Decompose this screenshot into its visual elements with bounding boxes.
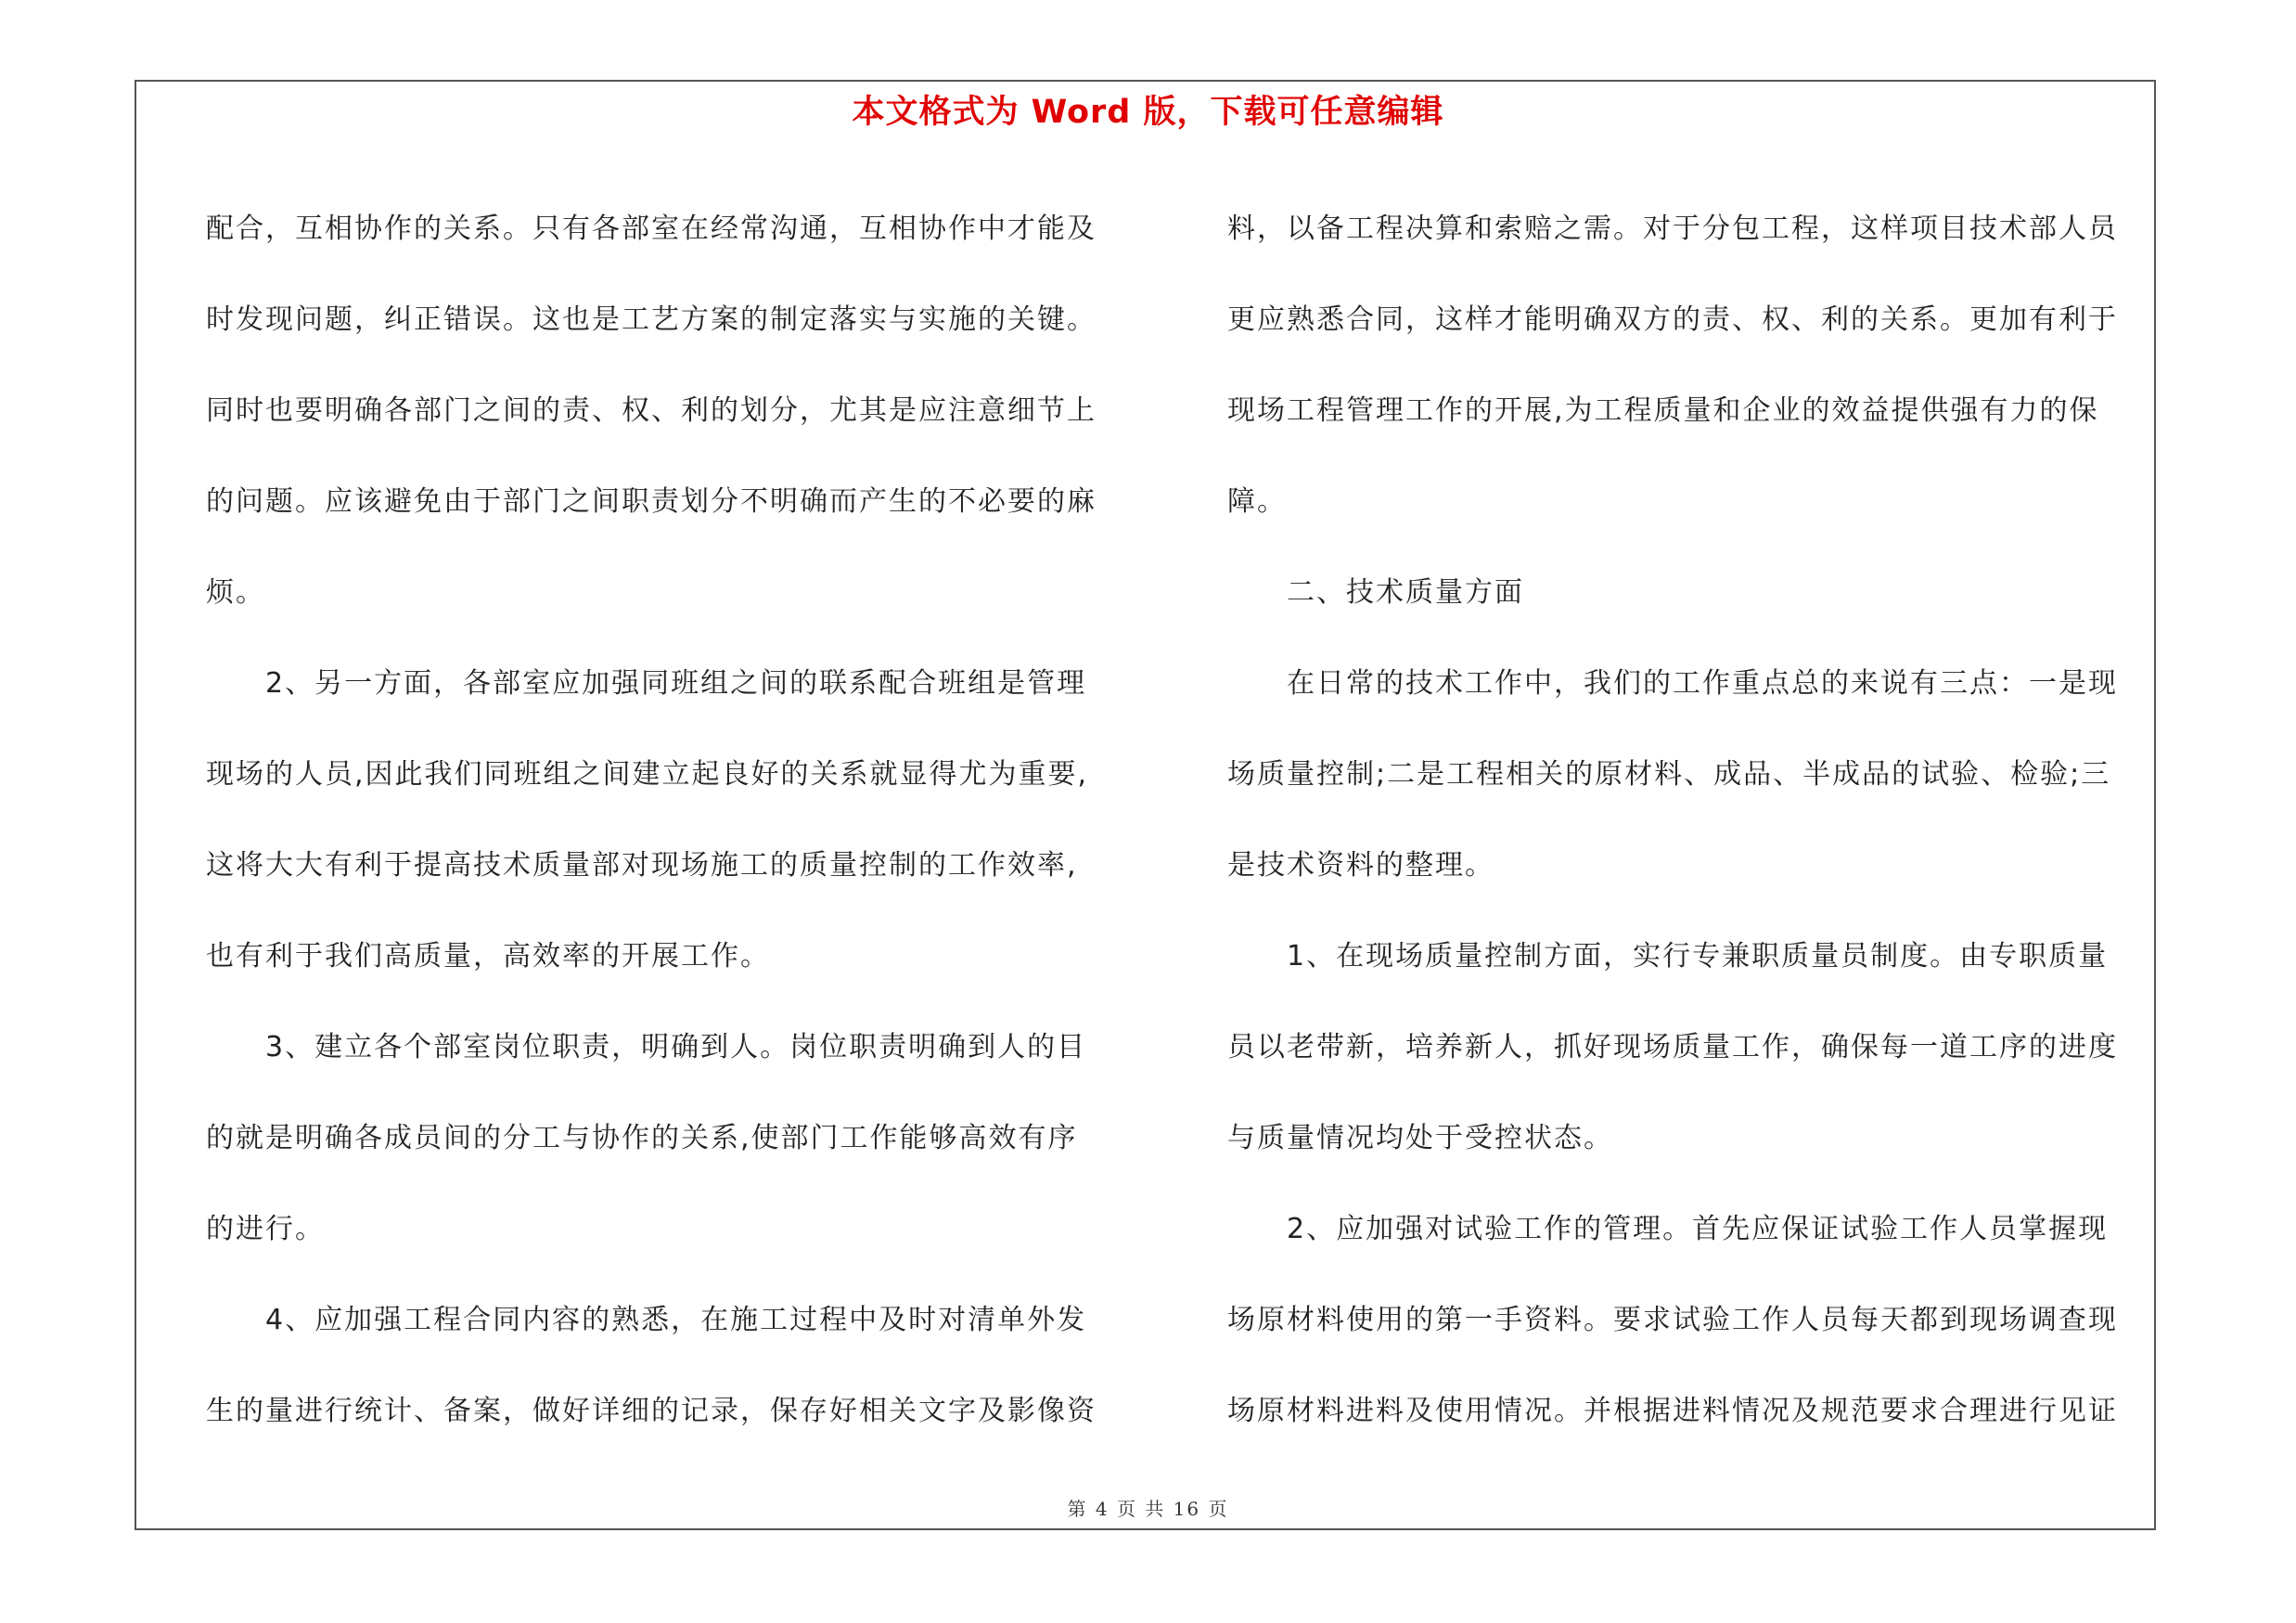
text-line: 是技术资料的整理。 <box>1227 849 1494 882</box>
text-line: 更应熟悉合同，这样才能明确双方的责、权、利的关系。更加有利于 <box>1227 303 2118 336</box>
text-line: 生的量进行统计、备案，做好详细的记录，保存好相关文字及影像资 <box>206 1395 1097 1427</box>
text-line: 的进行。 <box>206 1213 325 1245</box>
left-text-column <box>206 184 1138 1457</box>
text-line: 的就是明确各成员间的分工与协作的关系,使部门工作能够高效有序 <box>206 1122 1078 1154</box>
text-line: 料，以备工程决算和索赔之需。对于分包工程，这样项目技术部人员 <box>1227 213 2118 245</box>
text-line: 障。 <box>1227 485 1287 518</box>
text-line: 与质量情况均处于受控状态。 <box>1227 1122 1613 1154</box>
text-line: 场原材料使用的第一手资料。要求试验工作人员每天都到现场调查现 <box>1227 1304 2118 1336</box>
text-line: 同时也要明确各部门之间的责、权、利的划分，尤其是应注意细节上 <box>206 394 1097 427</box>
text-line: 现场工程管理工作的开展,为工程质量和企业的效益提供强有力的保 <box>1227 394 2099 427</box>
text-line: 场质量控制;二是工程相关的原材料、成品、半成品的试验、检验;三 <box>1227 758 2111 791</box>
text-line: 配合，互相协作的关系。只有各部室在经常沟通，互相协作中才能及 <box>206 213 1097 245</box>
text-line: 1、在现场质量控制方面，实行专兼职质量员制度。由专职质量 <box>1227 940 2109 973</box>
text-line: 也有利于我们高质量，高效率的开展工作。 <box>206 940 770 973</box>
text-line: 的问题。应该避免由于部门之间职责划分不明确而产生的不必要的麻 <box>206 485 1097 518</box>
text-line: 3、建立各个部室岗位职责，明确到人。岗位职责明确到人的目 <box>206 1031 1087 1063</box>
text-line: 2、另一方面，各部室应加强同班组之间的联系配合班组是管理 <box>206 667 1087 700</box>
text-line: 现场的人员,因此我们同班组之间建立起良好的关系就显得尤为重要, <box>206 758 1089 791</box>
right-text-column <box>1227 184 2155 1457</box>
text-line: 时发现问题，纠正错误。这也是工艺方案的制定落实与实施的关键。 <box>206 303 1097 336</box>
section-heading: 二、技术质量方面 <box>1227 576 1524 609</box>
text-line: 4、应加强工程合同内容的熟悉，在施工过程中及时对清单外发 <box>206 1304 1087 1336</box>
document-header-notice: 本文格式为 Word 版，下载可任意编辑 <box>852 94 1444 131</box>
text-line: 这将大大有利于提高技术质量部对现场施工的质量控制的工作效率, <box>206 849 1078 882</box>
text-line: 场原材料进料及使用情况。并根据进料情况及规范要求合理进行见证 <box>1227 1395 2118 1427</box>
text-line: 2、应加强对试验工作的管理。首先应保证试验工作人员掌握现 <box>1227 1213 2109 1245</box>
page-number-footer: 第 4 页 共 16 页 <box>1067 1498 1229 1520</box>
text-line: 在日常的技术工作中，我们的工作重点总的来说有三点：一是现 <box>1227 667 2118 700</box>
text-line: 员以老带新，培养新人，抓好现场质量工作，确保每一道工序的进度 <box>1227 1031 2118 1063</box>
text-line: 烦。 <box>206 576 265 609</box>
